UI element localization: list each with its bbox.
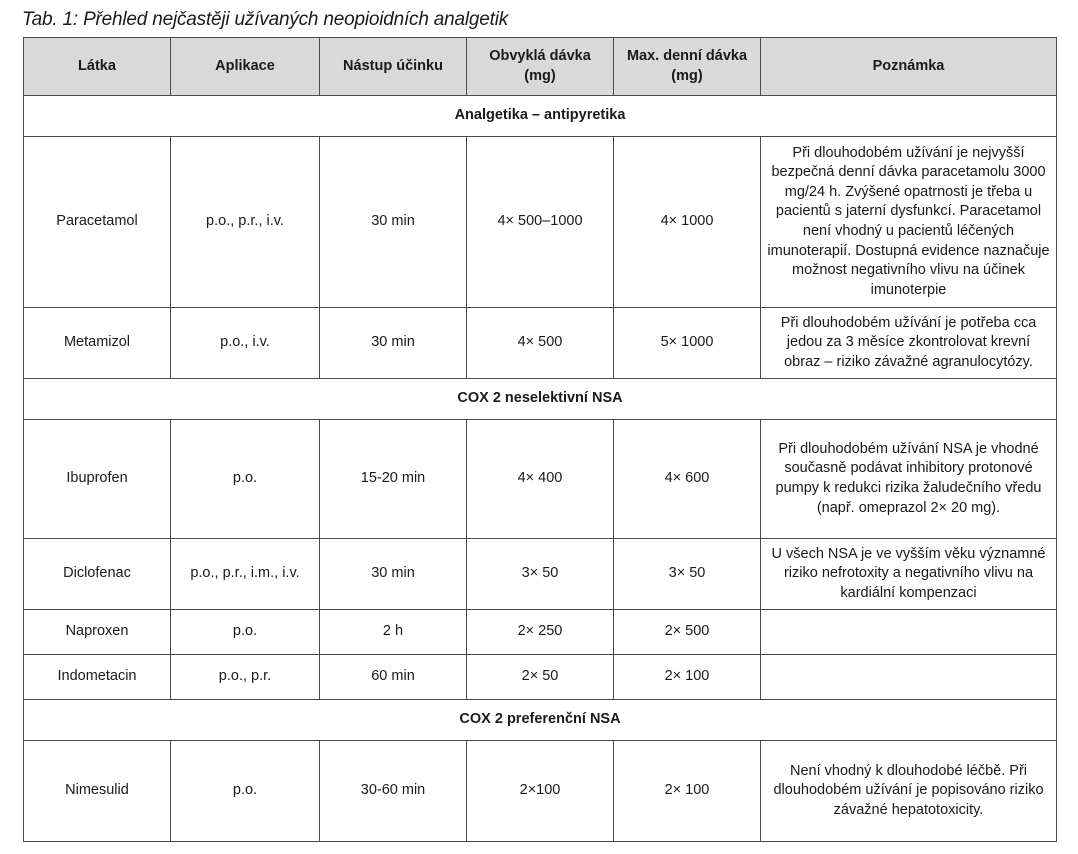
cell-note: U všech NSA je ve vyšším věku významné riziko nefrotoxity a negativního vlivu na kardiální kompenzaci	[761, 539, 1057, 610]
cell-usual-dose: 4× 500–1000	[467, 137, 614, 308]
cell-note	[761, 655, 1057, 700]
cell-usual-dose: 3× 50	[467, 539, 614, 610]
cell-route: p.o.	[171, 420, 320, 539]
group-row	[24, 700, 1057, 741]
cell-onset: 60 min	[320, 655, 467, 700]
header-route: Aplikace	[171, 38, 320, 96]
cell-onset: 15-20 min	[320, 420, 467, 539]
cell-substance: Ibuprofen	[24, 420, 171, 539]
table-row	[24, 741, 1057, 842]
cell-usual-dose: 4× 500	[467, 308, 614, 379]
cell-route: p.o., p.r.	[171, 655, 320, 700]
header-substance: Látka	[24, 38, 171, 96]
cell-max-dose: 3× 50	[614, 539, 761, 610]
cell-substance: Metamizol	[24, 308, 171, 379]
cell-route: p.o.	[171, 741, 320, 842]
header-usual-dose: Obvyklá dávka (mg)	[467, 38, 614, 96]
cell-usual-dose: 2× 50	[467, 655, 614, 700]
cell-note: Při dlouhodobém užívání NSA je vhodné současně podávat inhibitory protonové pumpy k redukci rizika žaludečního vředu (např. omeprazol 2× 20 mg).	[761, 420, 1057, 539]
cell-usual-dose: 2× 250	[467, 610, 614, 655]
cell-onset: 30 min	[320, 137, 467, 308]
cell-route: p.o.	[171, 610, 320, 655]
header-onset: Nástup účinku	[320, 38, 467, 96]
table-row	[24, 655, 1057, 700]
table-row	[24, 137, 1057, 308]
group-title: COX 2 neselektivní NSA	[24, 379, 1057, 420]
cell-substance: Naproxen	[24, 610, 171, 655]
cell-onset: 30 min	[320, 308, 467, 379]
group-title: Analgetika – antipyretika	[24, 96, 1057, 137]
cell-max-dose: 4× 1000	[614, 137, 761, 308]
cell-note: Při dlouhodobém užívání je potřeba cca jedou za 3 měsíce zkontrolovat krevní obraz – riziko závažné agranulocytózy.	[761, 308, 1057, 379]
cell-note: Při dlouhodobém užívání je nejvyšší bezpečná denní dávka paracetamolu 3000 mg/24 h. Zvýšené opatrnosti je třeba u pacientů s jaterní dysfunkcí. Paracetamol není vhodný u pacientů léčených imunoterapií. Dostupná evidence naznačuje možnost negativního vlivu na účinek imunoterpie	[761, 137, 1057, 308]
cell-route: p.o., i.v.	[171, 308, 320, 379]
header-row	[24, 38, 1057, 96]
cell-max-dose: 2× 100	[614, 655, 761, 700]
cell-note: Není vhodný k dlouhodobé léčbě. Při dlouhodobém užívání je popisováno riziko závažné hepatotoxicity.	[761, 741, 1057, 842]
cell-onset: 2 h	[320, 610, 467, 655]
header-note: Poznámka	[761, 38, 1057, 96]
group-title: COX 2 preferenční NSA	[24, 700, 1057, 741]
analgesics-table	[23, 37, 1057, 842]
cell-onset: 30 min	[320, 539, 467, 610]
table-row	[24, 308, 1057, 379]
header-max-dose: Max. denní dávka (mg)	[614, 38, 761, 96]
cell-max-dose: 4× 600	[614, 420, 761, 539]
table-row	[24, 610, 1057, 655]
group-row	[24, 379, 1057, 420]
cell-substance: Paracetamol	[24, 137, 171, 308]
cell-max-dose: 5× 1000	[614, 308, 761, 379]
cell-substance: Indometacin	[24, 655, 171, 700]
group-row	[24, 96, 1057, 137]
cell-usual-dose: 4× 400	[467, 420, 614, 539]
cell-note	[761, 610, 1057, 655]
table-row	[24, 539, 1057, 610]
cell-route: p.o., p.r., i.m., i.v.	[171, 539, 320, 610]
cell-max-dose: 2× 500	[614, 610, 761, 655]
cell-max-dose: 2× 100	[614, 741, 761, 842]
cell-route: p.o., p.r., i.v.	[171, 137, 320, 308]
cell-onset: 30-60 min	[320, 741, 467, 842]
cell-usual-dose: 2×100	[467, 741, 614, 842]
cell-substance: Nimesulid	[24, 741, 171, 842]
table-row	[24, 420, 1057, 539]
table-caption: Tab. 1: Přehled nejčastěji užívaných neopioidních analgetik	[22, 9, 509, 30]
cell-substance: Diclofenac	[24, 539, 171, 610]
